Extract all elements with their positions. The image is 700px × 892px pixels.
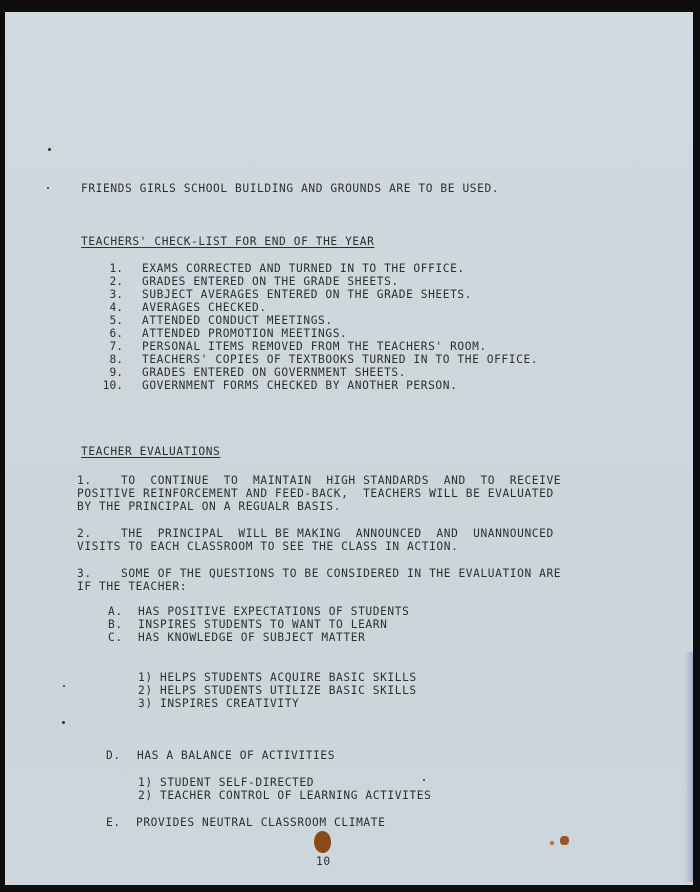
rust-spot — [550, 841, 554, 845]
paragraph-line: 2. THE PRINCIPAL WILL BE MAKING ANNOUNCED AND UNANNOUNCED — [77, 527, 554, 540]
checklist-item: AVERAGES CHECKED. — [142, 301, 267, 314]
sub-item: 2) HELPS STUDENTS UTILIZE BASIC SKILLS — [138, 684, 417, 697]
ink-speck — [48, 148, 51, 151]
paragraph-line: BY THE PRINCIPAL ON A REGUALR BASIS. — [77, 500, 342, 513]
sub-item: 2) TEACHER CONTROL OF LEARNING ACTIVITES — [138, 789, 432, 802]
checklist-item: ATTENDED CONDUCT MEETINGS. — [142, 314, 333, 327]
checklist-item-number: 8. — [109, 353, 123, 366]
criterion-label: D. — [106, 749, 121, 762]
criterion-text: HAS A BALANCE OF ACTIVITIES — [137, 749, 336, 762]
ink-speck — [62, 721, 65, 724]
ink-speck — [47, 187, 49, 189]
coffee-stain — [314, 831, 331, 853]
checklist-item-number: 4. — [109, 301, 123, 314]
checklist-heading: TEACHERS' CHECK-LIST FOR END OF THE YEAR — [81, 235, 375, 248]
paragraph-line: POSITIVE REINFORCEMENT AND FEED-BACK, TEACHERS WILL BE EVALUATED — [77, 487, 554, 500]
evaluations-heading: TEACHER EVALUATIONS — [81, 445, 221, 458]
checklist-item: GRADES ENTERED ON THE GRADE SHEETS. — [142, 275, 399, 288]
checklist-item-number: 1. — [109, 262, 123, 275]
sub-item: 1) HELPS STUDENTS ACQUIRE BASIC SKILLS — [138, 671, 417, 684]
sub-item: 3) INSPIRES CREATIVITY — [138, 697, 300, 710]
paragraph-line: 3. SOME OF THE QUESTIONS TO BE CONSIDERED IN THE EVALUATION ARE — [77, 567, 562, 580]
checklist-item: ATTENDED PROMOTION MEETINGS. — [142, 327, 348, 340]
criterion-label: A. — [108, 605, 123, 618]
criterion-label: E. — [106, 816, 121, 829]
ink-speck — [63, 685, 65, 687]
intro-line: FRIENDS GIRLS SCHOOL BUILDING AND GROUNDS ARE TO BE USED. — [81, 182, 500, 195]
document-page — [5, 12, 693, 885]
criterion-label: C. — [108, 631, 123, 644]
checklist-item-number: 6. — [109, 327, 123, 340]
checklist-item-number: 5. — [109, 314, 123, 327]
checklist-item: GOVERNMENT FORMS CHECKED BY ANOTHER PERSON. — [142, 379, 458, 392]
checklist-item-number: 7. — [109, 340, 123, 353]
paragraph-line: IF THE TEACHER: — [77, 580, 188, 593]
criterion-label: B. — [108, 618, 123, 631]
criterion-text: HAS KNOWLEDGE OF SUBJECT MATTER — [138, 631, 366, 644]
page-number: 10 — [316, 855, 331, 868]
edge-discoloration — [685, 652, 693, 882]
checklist-item: PERSONAL ITEMS REMOVED FROM THE TEACHERS' ROOM. — [142, 340, 487, 353]
checklist-item: TEACHERS' COPIES OF TEXTBOOKS TURNED IN TO THE OFFICE. — [142, 353, 539, 366]
criterion-text: HAS POSITIVE EXPECTATIONS OF STUDENTS — [138, 605, 410, 618]
checklist-item-number: 9. — [109, 366, 123, 379]
checklist-item-number: 10. — [102, 379, 123, 392]
criterion-text: PROVIDES NEUTRAL CLASSROOM CLIMATE — [136, 816, 386, 829]
ink-speck — [423, 779, 425, 781]
paragraph-line: 1. TO CONTINUE TO MAINTAIN HIGH STANDARDS AND TO RECEIVE — [77, 474, 562, 487]
criterion-text: INSPIRES STUDENTS TO WANT TO LEARN — [138, 618, 388, 631]
checklist-item: EXAMS CORRECTED AND TURNED IN TO THE OFFICE. — [142, 262, 465, 275]
sub-item: 1) STUDENT SELF-DIRECTED — [138, 776, 315, 789]
checklist-item-number: 2. — [109, 275, 123, 288]
checklist-item: GRADES ENTERED ON GOVERNMENT SHEETS. — [142, 366, 407, 379]
rust-spot — [560, 836, 569, 845]
checklist-item: SUBJECT AVERAGES ENTERED ON THE GRADE SHEETS. — [142, 288, 473, 301]
paragraph-line: VISITS TO EACH CLASSROOM TO SEE THE CLASS IN ACTION. — [77, 540, 459, 553]
checklist-item-number: 3. — [109, 288, 123, 301]
